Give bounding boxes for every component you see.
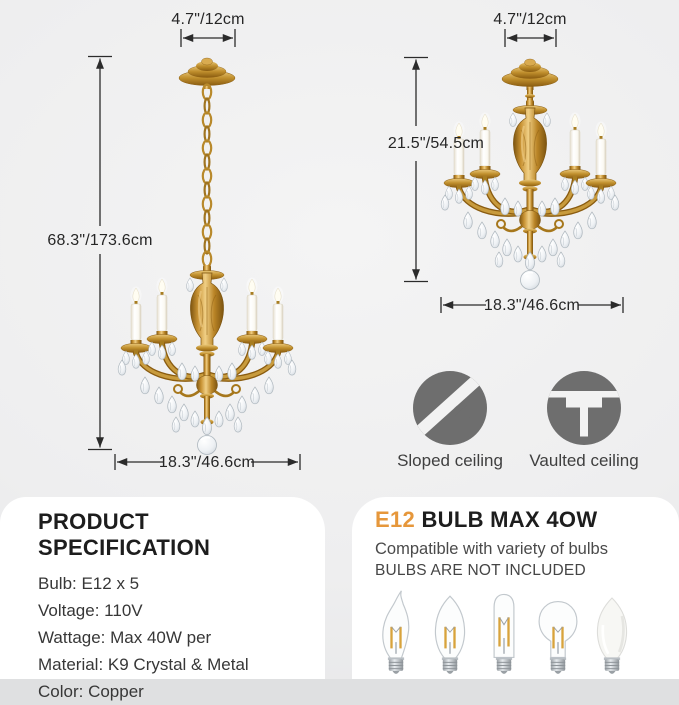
frosted-candle-bulb-icon [585, 584, 639, 684]
pendant-height-label: 68.3"/173.6cm [47, 232, 153, 249]
spec-item-color: Color: Copper [38, 682, 144, 701]
spec-item-bulb: Bulb: E12 x 5 [38, 574, 140, 593]
pendant-canopy-width-label: 4.7"/12cm [171, 11, 245, 28]
pendant-width-label: 18.3"/46.6cm [158, 454, 256, 471]
spec-item-material: Material: K9 Crystal & Metal [38, 655, 249, 674]
chain [203, 85, 211, 267]
spec-card-title: PRODUCT SPECIFICATION [38, 509, 211, 560]
semi-flush-chandelier-illustration [441, 59, 619, 290]
sloped-ceiling-label: Sloped ceiling [397, 451, 503, 470]
product-spec-card [0, 497, 325, 701]
sloped-ceiling-icon [413, 371, 487, 450]
bulb-card-title-rest: BULB MAX 4OW [415, 507, 598, 532]
semi-flush-height-label: 21.5"/54.5cm [387, 135, 485, 152]
bulb-base-code: E12 [375, 507, 416, 532]
semi-flush-canopy-width-label: 4.7"/12cm [493, 11, 567, 28]
tubular-bulb-icon [477, 584, 531, 684]
bulb-examples-row [369, 584, 679, 684]
semi-flush-width-label: 18.3"/46.6cm [483, 297, 581, 314]
globe-bulb-icon [531, 584, 585, 684]
bulb-compatibility-text: Compatible with variety of bulbs [375, 540, 608, 558]
bulbs-not-included-note: BULBS ARE NOT INCLUDED [375, 562, 586, 579]
vaulted-ceiling-label: Vaulted ceiling [529, 451, 639, 470]
bulb-info-card [352, 497, 679, 679]
spec-list [38, 570, 325, 705]
flame-tip-bulb-icon [369, 584, 423, 684]
vaulted-ceiling-icon [547, 371, 621, 450]
spec-item-voltage: Voltage: 110V [38, 601, 143, 620]
bulb-card-title [375, 507, 679, 533]
torpedo-bulb-icon [423, 584, 477, 684]
spec-item-wattage: Wattage: Max 40W per [38, 628, 212, 647]
pendant-chandelier-illustration [118, 58, 296, 455]
